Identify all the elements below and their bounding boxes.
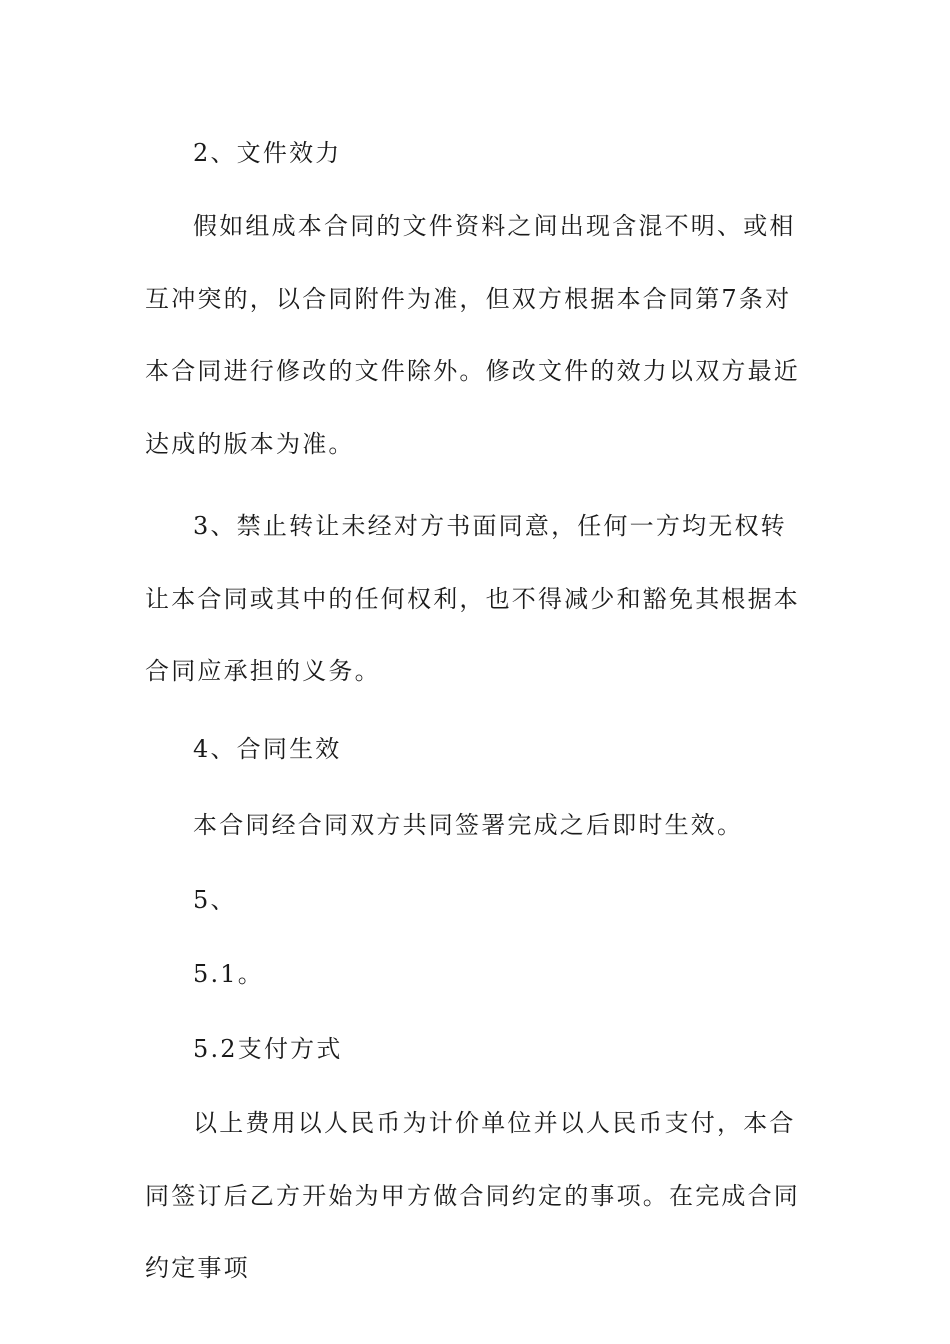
paragraph-transfer-prohibition: 3、禁止转让未经对方书面同意，任何一方均无权转让本合同或其中的任何权利，也不得减少和豁免其根据本合同应承担的义务。 [145, 512, 800, 685]
paragraph-file-validity-body: 假如组成本合同的文件资料之间出现含混不明、或相互冲突的，以合同附件为准，但双方根据本合同第7条对本合同进行修改的文件除外。修改文件的效力以双方最近达成的版本为准。 [145, 212, 800, 458]
paragraph-heading-file-validity: 2、文件效力 [193, 139, 342, 167]
paragraph-payment-body: 以上费用以人民币为计价单位并以人民币支付，本合同签订后乙方开始为甲方做合同约定的事项。在完成合同约定事项 [145, 1109, 800, 1282]
paragraph-contract-effect-body: 本合同经合同双方共同签署完成之后即时生效。 [193, 811, 744, 839]
paragraph-heading-payment-method: 5.2支付方式 [193, 1035, 343, 1063]
paragraph-heading-contract-effect: 4、合同生效 [193, 735, 342, 763]
paragraph-heading-section-5-1: 5.1。 [193, 960, 264, 988]
paragraph-heading-section-5: 5、 [193, 886, 237, 914]
